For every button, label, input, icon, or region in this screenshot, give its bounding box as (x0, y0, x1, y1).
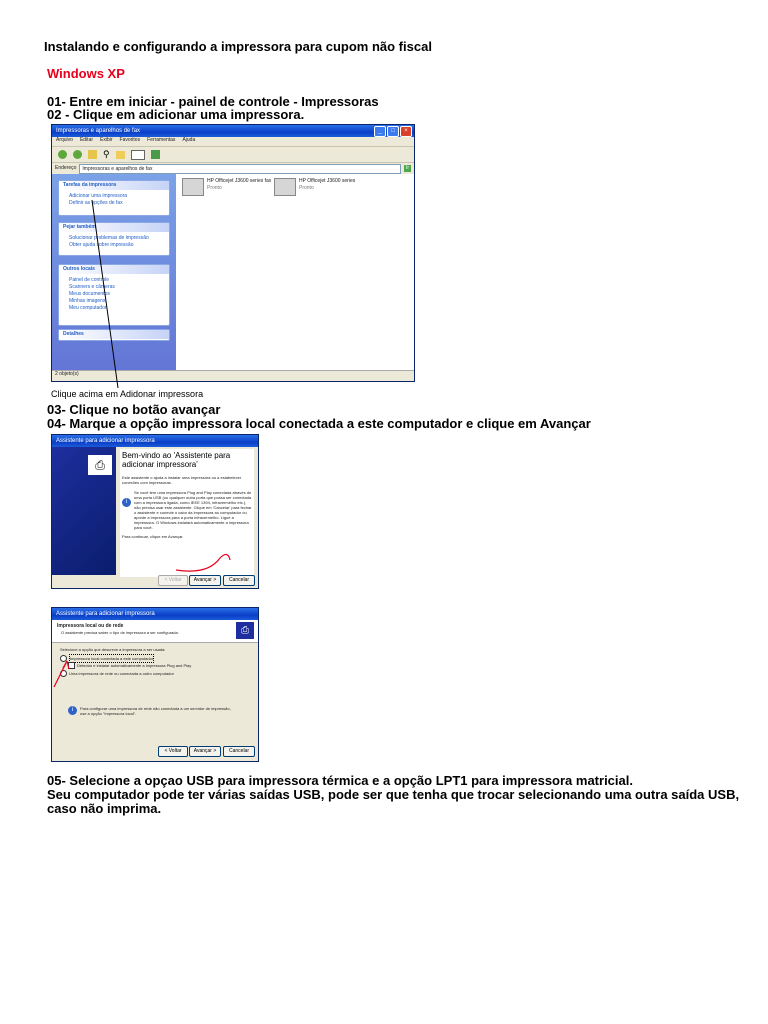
scanners-link[interactable]: Scanners e câmeras (69, 284, 115, 290)
wizard-title: Assistente para adicionar impressora (56, 611, 155, 617)
wizard-continue-text: Para continuar, clique em Avançar. (122, 534, 184, 539)
red-arrowhead (63, 661, 67, 668)
printer-status: Pronto (299, 185, 314, 191)
step-01: 01- Entre em iniciar - painel de controle - Impressoras (47, 94, 379, 109)
local-printer-label: Impressora local conectada a este computador (70, 656, 154, 661)
my-documents-link[interactable]: Meus documentos (69, 291, 110, 297)
wizard-intro: Este assistente o ajuda a instalar uma impressora ou a estabelecer conexões com impressoras. (122, 475, 242, 485)
menu-item[interactable]: Ajuda (182, 137, 196, 143)
printer-name: HP Officejet J3600 series (299, 178, 356, 184)
step-03: 03- Clique no botão avançar (47, 402, 221, 417)
menu-item[interactable]: Editar (79, 137, 94, 143)
menu-item[interactable]: Exibir (100, 137, 113, 143)
wizard-title: Assistente para adicionar impressora (56, 438, 155, 444)
wizard-prompt: Selecione a opção que descreve a impressora a ser usada: (60, 647, 166, 652)
close-button[interactable]: × (400, 126, 412, 137)
step-02: 02 - Clique em adicionar uma impressora. (47, 107, 305, 122)
menu-item[interactable]: Arquivo (56, 137, 73, 143)
cancel-button[interactable]: Cancelar (223, 575, 255, 586)
step-05-note: Seu computador pode ter várias saídas USB, pode ser que tenha que trocar selecionando uma outra saída USB, caso não imprima. (47, 787, 740, 816)
address-field[interactable]: Impressoras e aparelhos de fax (79, 164, 401, 174)
section-title: Impressora local ou de rede (57, 623, 124, 629)
info-icon: i (122, 498, 131, 507)
my-pictures-link[interactable]: Minhas imagens (69, 298, 106, 304)
menu-item[interactable]: Ferramentas (147, 137, 176, 143)
panel-header[interactable]: Detalhes (59, 330, 169, 339)
status-bar: 2 objeto(s) (52, 370, 415, 381)
plug-and-play-label: Detectar e instalar automaticamente a impressora Plug and Play (77, 663, 192, 668)
control-panel-link[interactable]: Painel de controle (69, 277, 110, 283)
panel-header[interactable]: Tarefas da impressora (59, 181, 169, 190)
step-05: 05- Selecione a opçao USB para impressora térmica e a opção LPT1 para impressora matricial. (47, 773, 633, 788)
menu-item[interactable]: Favoritos (119, 137, 141, 143)
cancel-button[interactable]: Cancelar (223, 746, 255, 757)
my-computer-link[interactable]: Meu computador (69, 305, 107, 311)
panel-header[interactable]: Pejar também (59, 223, 169, 232)
help-link[interactable]: Obter ajuda sobre impressão (69, 242, 134, 248)
info-text: Para configurar uma impressora de rede não conectada a um servidor de impressão, use a opção "Impressora local". (80, 706, 231, 716)
address-label: Endereço (55, 165, 77, 171)
info-icon: i (68, 706, 77, 715)
step-04: 04- Marque a opção impressora local conectada a este computador e clique em Avançar (47, 416, 591, 431)
troubleshoot-link[interactable]: Solucionar problemas de impressão (69, 235, 149, 241)
back-button[interactable]: < Voltar (158, 746, 188, 757)
caption-add-printer: Clique acima em Adidonar impressora (51, 389, 204, 399)
printer-wizard-icon: ⎙ (88, 455, 112, 475)
next-button[interactable]: Avançar > (189, 746, 221, 757)
fax-options-link[interactable]: Definir as opções de fax (69, 200, 123, 206)
add-printer-link[interactable]: Adicionar uma impressora (69, 193, 128, 199)
document-title: Instalando e configurando a impressora para cupom não fiscal (44, 39, 432, 54)
network-printer-label: Uma impressora de rede ou conectada a outro computador (69, 671, 174, 676)
back-button[interactable]: < Voltar (158, 575, 188, 586)
wizard-heading: Bem-vindo ao 'Assistente para adicionar impressora' (122, 451, 231, 469)
minimize-button[interactable]: _ (374, 126, 386, 137)
panel-header[interactable]: Outros locais (59, 265, 169, 274)
printer-status: Pronto (207, 185, 222, 191)
printer-name: HP Officejet J3600 series fax (207, 178, 272, 184)
next-button[interactable]: Avançar > (189, 575, 221, 586)
wizard-info-text: Se você tem uma impressora Plug and Play conectada através de uma porta USB (ou qualquer outra porta que possa ser conectada com a impressora ligada, como IEEE 1394, infravermelho etc.), não precisa usar este assistente. Clique em 'Cancelar' para fechar o assistente e conecte o cabo da impressora ao computador ou aponte a impressora para a porta infravermelho. Ligue a impressora. O Windows instalará automaticamente a impressora para você. (134, 490, 252, 530)
search-icon[interactable]: ⚲ (103, 149, 110, 159)
printers-window-title: Impressoras e aparelhos de fax (56, 128, 141, 134)
section-subtitle: O assistente precisa saber o tipo de impressora a ser configurada. (61, 630, 179, 635)
os-label: Windows XP (47, 66, 125, 81)
go-button[interactable]: Ir (405, 165, 409, 171)
red-arrowhead (67, 661, 69, 669)
printer-wizard-icon: ⎙ (236, 622, 254, 639)
maximize-button[interactable]: □ (387, 126, 399, 137)
